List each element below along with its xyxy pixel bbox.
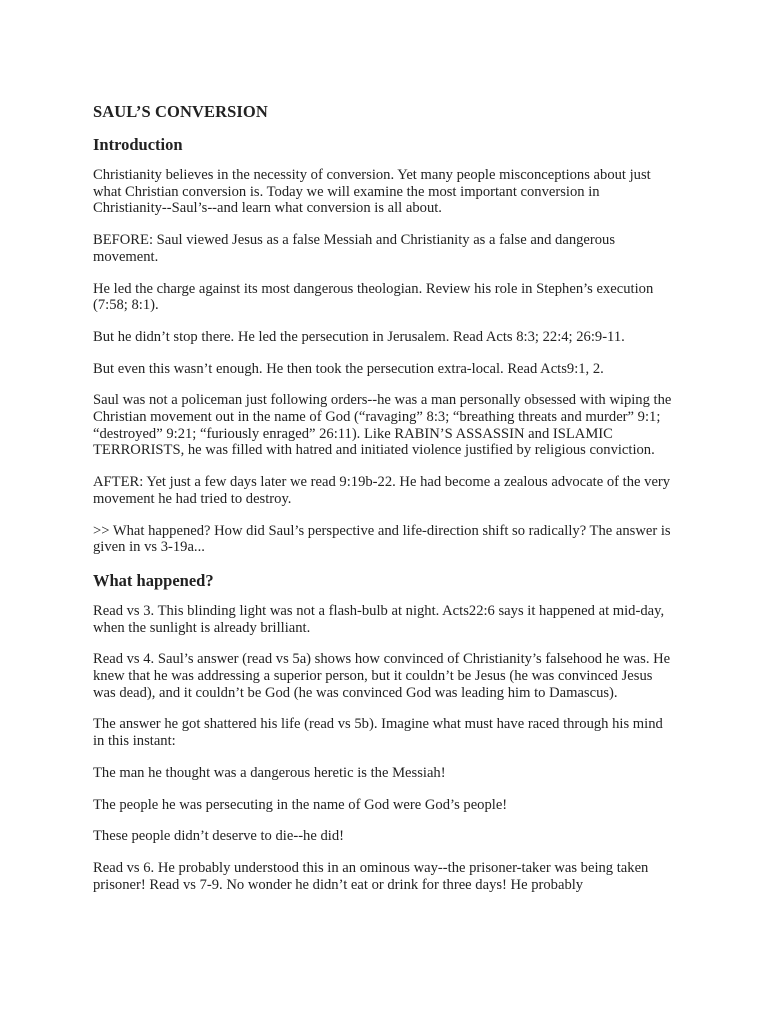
paragraph: The people he was persecuting in the name of God were God’s people! (93, 796, 508, 813)
document-page (93, 102, 673, 908)
document-title: SAUL’S CONVERSION (93, 102, 268, 121)
paragraph: But even this wasn’t enough. He then took the persecution extra-local. Read Acts9:1, 2. (93, 360, 604, 377)
paragraph: The man he thought was a dangerous heretic is the Messiah! (93, 764, 446, 781)
section-what-happened (93, 571, 673, 893)
paragraph: These people didn’t deserve to die--he did! (93, 828, 344, 845)
paragraph: But he didn’t stop there. He led the persecution in Jerusalem. Read Acts 8:3; 22:4; 26:9-11. (93, 328, 625, 345)
paragraph: BEFORE: Saul viewed Jesus as a false Messiah and Christianity as a false and dangerous movement. (93, 232, 616, 265)
paragraph: >> What happened? How did Saul’s perspective and life-direction shift so radically? The answer is given in vs 3-19a... (93, 522, 671, 556)
section-heading: Introduction (93, 135, 183, 154)
paragraph: He led the charge against its most dangerous theologian. Review his role in Stephen’s execution (7:58; 8:1). (93, 280, 654, 314)
paragraph: Christianity believes in the necessity of conversion. Yet many people misconceptions about just what Christian conversion is. Today we will examine the most important conversion in Christianity--Saul’s--and learn what conversion is all about. (93, 167, 651, 217)
section-heading: What happened? (93, 570, 214, 590)
paragraph: The answer he got shattered his life (read vs 5b). Imagine what must have raced through his mind in this instant: (93, 716, 663, 750)
paragraph: Read vs 3. This blinding light was not a flash-bulb at night. Acts22:6 says it happened at mid-day, when the sunlight is already brilliant. (93, 602, 665, 636)
paragraph: Read vs 4. Saul’s answer (read vs 5a) shows how convinced of Christianity’s falsehood he was. He knew that he was addressing a superior person, but it couldn’t be Jesus (he was convinced Jesus was dead), and it couldn’t be God (he was convinced God was leading him to Damascus). (93, 651, 671, 701)
paragraph: Read vs 6. He probably understood this in an ominous way--the prisoner-taker was being taken prisoner! Read vs 7-9. No wonder he didn’t eat or drink for three days! He probably (93, 859, 649, 893)
section-introduction (93, 135, 673, 556)
paragraph: AFTER: Yet just a few days later we read 9:19b-22. He had become a zealous advocate of the very movement he had tried to destroy. (93, 474, 671, 507)
paragraph: Saul was not a policeman just following orders--he was a man personally obsessed with wiping the Christian movement out in the name of God (“ravaging” 8:3; “breathing threats and murder” 9:1; “destroyed” 9:21; “furiously enraged” 26:11). Like RABIN’S ASSASSIN and ISLAMIC TERRORISTS, he was filled with hatred and initiated violence justified by religious conviction. (93, 392, 672, 459)
